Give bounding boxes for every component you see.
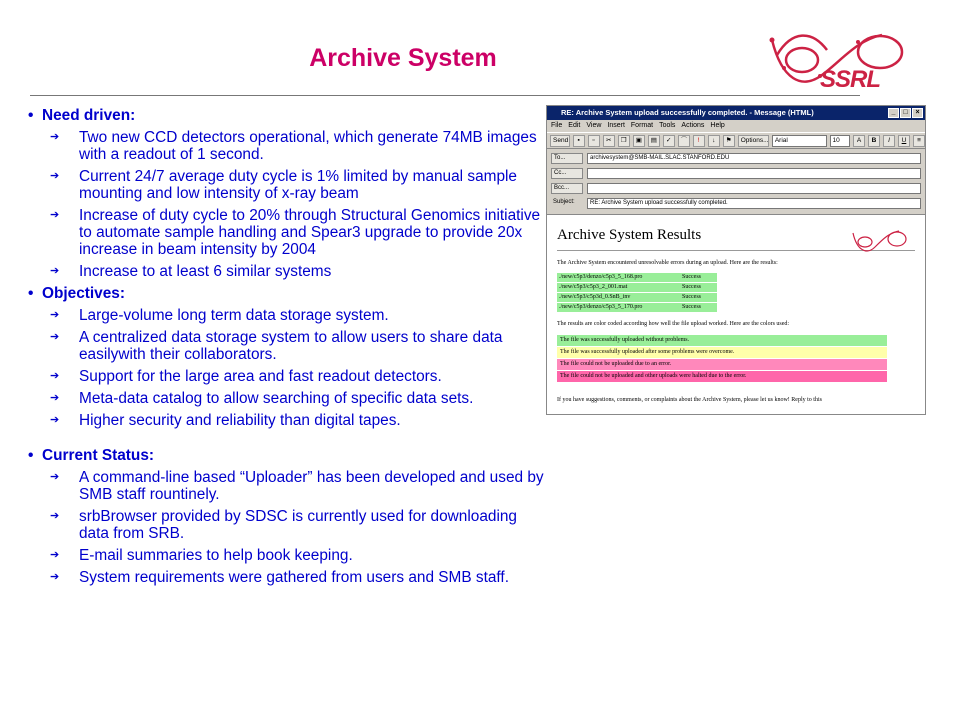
list-item: ➔ Two new CCD detectors operational, which generate 74MB images with a readout of 1 second. <box>50 129 537 163</box>
list-item: ➔ Support for the large area and fast readout detectors. <box>50 368 442 385</box>
menu-format[interactable]: Format <box>630 122 654 129</box>
check-names-icon[interactable]: ✓ <box>663 135 675 147</box>
email-toolbar <box>547 132 925 149</box>
email-window-title: RE: Archive System upload successfully completed. - Message (HTML) _ □ × <box>547 106 925 120</box>
arrow-icon: ➔ <box>50 471 60 483</box>
arrow-icon: ➔ <box>50 170 60 182</box>
flag-icon[interactable]: ⚑ <box>723 135 735 147</box>
email-footer: If you have suggestions, comments, or complaints about the Archive System, please let us know! Reply to this <box>557 397 822 403</box>
ssrl-small-logo <box>849 225 909 261</box>
underline-icon[interactable]: U <box>898 135 910 147</box>
table-row: ./new/c5p3/c5p3_2_001.mat Success <box>557 283 717 292</box>
arrow-icon: ➔ <box>50 414 60 426</box>
menu-insert[interactable]: Insert <box>607 122 625 129</box>
bold-icon[interactable]: B <box>868 135 880 147</box>
to-field[interactable]: archivesystem@SMB-MAIL.SLAC.STANFORD.EDU <box>587 153 921 164</box>
menu-tools[interactable]: Tools <box>659 122 676 129</box>
subject-label: Subject: <box>553 199 575 205</box>
email-body[interactable] <box>547 215 925 410</box>
cut-icon[interactable]: ✂ <box>603 135 615 147</box>
table-row: ./new/c5p3/denzo/c5p3_5_168.pro Success <box>557 273 717 282</box>
page-title: Archive System <box>309 44 497 72</box>
arrow-icon: ➔ <box>50 209 60 221</box>
bullet-dot: • <box>28 285 34 302</box>
font-size-select[interactable]: 10 <box>830 135 850 147</box>
copy-icon[interactable]: ❐ <box>618 135 630 147</box>
file-results-table <box>557 273 915 312</box>
legend-row: The file could not be uploaded and other uploads were halted due to the error. <box>557 371 887 382</box>
ssrl-logo <box>762 20 912 108</box>
menu-help[interactable]: Help <box>710 122 725 129</box>
menu-file[interactable]: File <box>551 122 563 129</box>
font-color-icon[interactable]: A <box>853 135 865 147</box>
table-row: ./new/c5p3/denzo/c5p3_5_170.pro Success <box>557 303 717 312</box>
align-icon[interactable]: ≡ <box>913 135 925 147</box>
section-need-driven <box>28 107 550 280</box>
address-book-icon[interactable]: ▤ <box>648 135 660 147</box>
legend-row: The file could not be uploaded due to an error. <box>557 359 887 370</box>
section-objectives <box>28 285 550 429</box>
arrow-icon: ➔ <box>50 309 60 321</box>
list-item: ➔ Increase to at least 6 similar systems <box>50 263 332 280</box>
arrow-icon: ➔ <box>50 131 60 143</box>
logo-text: SSRL <box>820 66 881 93</box>
section-current-status <box>28 447 550 586</box>
list-item: ➔ A centralized data storage system to allow users to share data easilywith their collaborators. <box>50 329 503 363</box>
color-legend <box>557 335 915 382</box>
save-icon[interactable]: ▪ <box>573 135 585 147</box>
arrow-icon: ➔ <box>50 265 60 277</box>
minimize-icon[interactable]: _ <box>888 108 899 118</box>
send-button[interactable]: Send <box>550 135 570 147</box>
bullet-dot: • <box>28 107 34 124</box>
results-intro: The Archive System encountered unresolvable errors during an upload. Here are the results: <box>557 260 778 266</box>
title-divider <box>30 95 860 96</box>
menu-actions[interactable]: Actions <box>681 122 705 129</box>
list-item: ➔ E-mail summaries to help book keeping. <box>50 547 353 564</box>
paste-icon[interactable]: ▣ <box>633 135 645 147</box>
bcc-button[interactable]: Bcc... <box>551 183 583 194</box>
legend-row: The file was successfully uploaded without problems. <box>557 335 887 346</box>
arrow-icon: ➔ <box>50 370 60 382</box>
font-select[interactable]: Arial <box>772 135 827 147</box>
to-button[interactable]: To... <box>551 153 583 164</box>
maximize-icon[interactable]: □ <box>900 108 911 118</box>
list-item: ➔ A command-line based “Uploader” has been developed and used by SMB staff rountinely. <box>50 469 544 503</box>
bcc-field[interactable] <box>587 183 921 194</box>
options-button[interactable]: Options... <box>738 135 769 147</box>
arrow-icon: ➔ <box>50 549 60 561</box>
list-item: ➔ Large-volume long term data storage system. <box>50 307 389 324</box>
arrow-icon: ➔ <box>50 510 60 522</box>
section-heading: Need driven: <box>42 107 136 124</box>
bullet-content <box>28 107 550 591</box>
list-item: ➔ Current 24/7 average duty cycle is 1% limited by manual sample mounting and low intensity of x-ray beam <box>50 168 517 202</box>
arrow-icon: ➔ <box>50 331 60 343</box>
list-item: ➔ Higher security and reliability than digital tapes. <box>50 412 401 429</box>
print-icon[interactable]: ▫ <box>588 135 600 147</box>
legend-row: The file was successfully uploaded after some problems were overcome. <box>557 347 887 358</box>
table-row: ./new/c5p3/c5p3d_0.SnB_inv Success <box>557 293 717 302</box>
list-item: ➔ Meta-data catalog to allow searching of specific data sets. <box>50 390 474 407</box>
arrow-icon: ➔ <box>50 571 60 583</box>
results-title: Archive System Results <box>557 227 702 243</box>
list-item: ➔ System requirements were gathered from users and SMB staff. <box>50 569 509 586</box>
close-icon[interactable]: × <box>912 108 923 118</box>
email-header-fields <box>547 149 925 215</box>
importance-icon[interactable]: ! <box>693 135 705 147</box>
section-heading: Objectives: <box>42 285 125 302</box>
cc-field[interactable] <box>587 168 921 179</box>
email-menubar <box>547 120 925 132</box>
list-item: ➔ Increase of duty cycle to 20% through Structural Genomics initiative to automate sample handling and Spear3 upgrade to provide 20x increase in beam intensity by 2004 <box>50 207 541 258</box>
cc-button[interactable]: Cc... <box>551 168 583 179</box>
color-note: The results are color coded according how well the file upload worked. Here are the colors used: <box>557 321 790 327</box>
list-item: ➔ srbBrowser provided by SDSC is currently used for downloading data from SRB. <box>50 508 517 542</box>
arrow-icon: ➔ <box>50 392 60 404</box>
bullet-dot: • <box>28 447 34 464</box>
subject-field[interactable]: RE: Archive System upload successfully completed. <box>587 198 921 209</box>
email-screenshot <box>546 105 926 415</box>
attach-icon[interactable]: ⌒ <box>678 135 690 147</box>
low-importance-icon[interactable]: ↓ <box>708 135 720 147</box>
menu-view[interactable]: View <box>586 122 602 129</box>
italic-icon[interactable]: I <box>883 135 895 147</box>
menu-edit[interactable]: Edit <box>568 122 581 129</box>
section-heading: Current Status: <box>42 447 155 464</box>
